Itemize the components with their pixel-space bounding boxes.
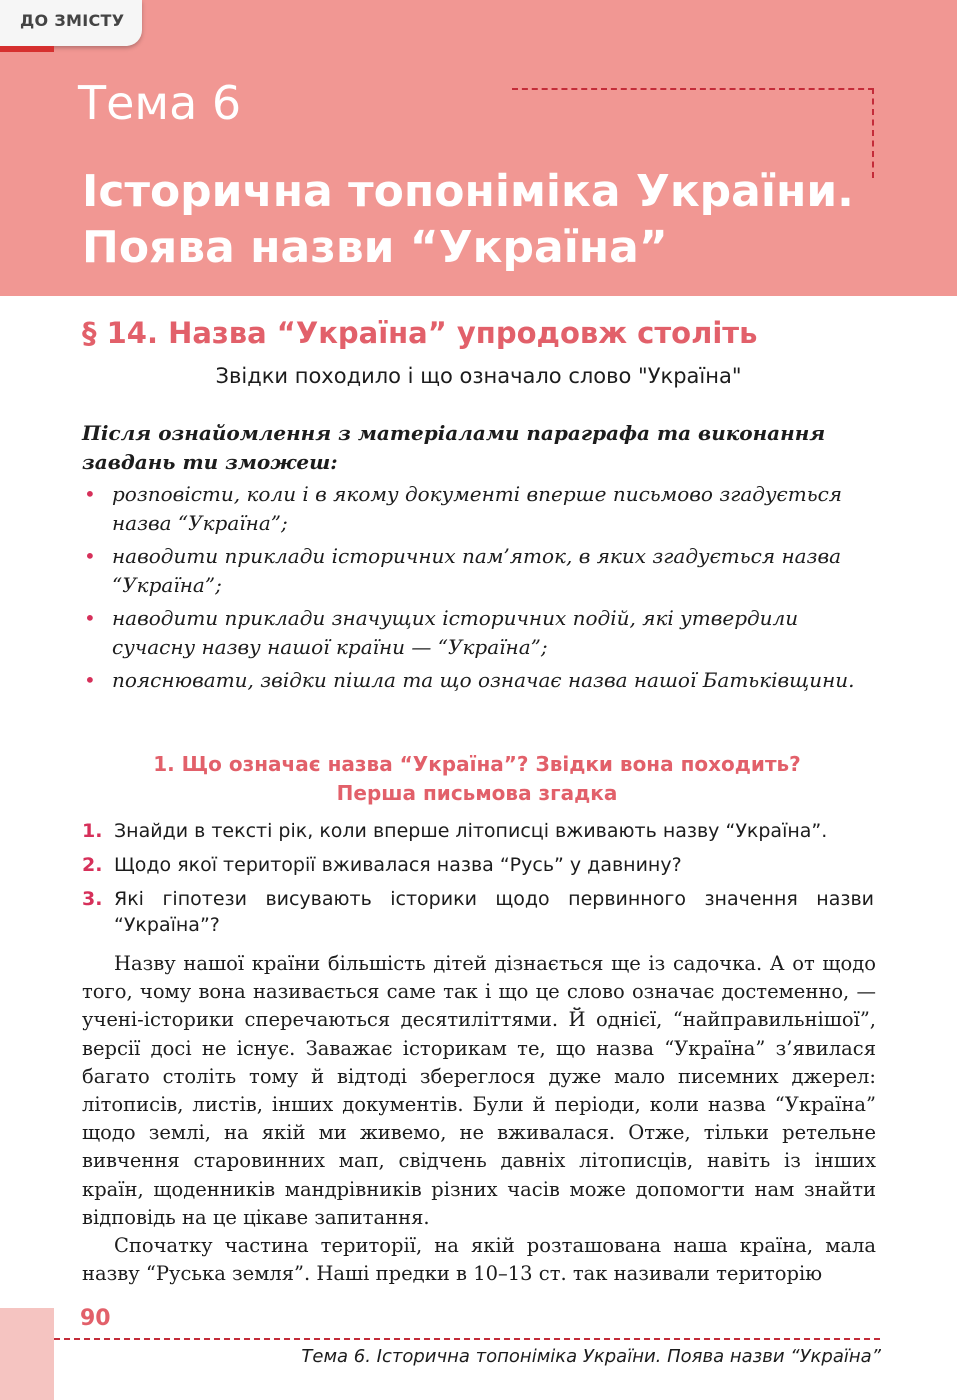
page-number: 90 — [80, 1306, 111, 1331]
topic-title — [82, 164, 942, 276]
learning-goal-item: • наводити приклади історичних пам’яток, в яких згадується назва “Україна”; — [84, 544, 842, 597]
question-text: Щодо якої території вживалася назва “Русь” у давнину? — [114, 854, 682, 876]
body-text — [82, 950, 876, 1288]
question-text: Які гіпотези висувають історики щодо первинного значення назви “Україна”? — [114, 888, 874, 936]
topic-title-line2: Поява назви “Україна” — [82, 222, 668, 273]
learning-goal-item: • наводити приклади значущих історичних подій, які утвердили сучасну назву нашої країни — “Україна”; — [84, 606, 799, 659]
topic-header — [0, 0, 957, 296]
section-heading — [82, 750, 872, 808]
bullet-icon: • — [84, 544, 96, 568]
body-paragraph-1: Назву нашої країни більшість дітей дізнається ще із садочка. А от щодо того, чому вона називається саме так і що це слово означає достеменно, — учені-історики сперечаються десятиліттями. Й однієї, “найправильнішої”, версії досі не існує. Заважає історикам те, що назва “Україна” з’явилася багато століть тому й відтоді збереглося дуже мало писемних джерел: літописів, листів, інших документів. Були й періоди, коли назва “Україна” щодо землі, на якій ми живемо, не вживалася. Отже, тільки ретельне вивчення старовинних мап, свідчень давніх літописців, навіть із інших країн, щоденників мандрівників різних часів може допомогти нам знайти відповідь на це цікаве запитання. — [82, 952, 876, 1229]
section-heading-line2: Перша письмова згадка — [336, 781, 618, 805]
table-of-contents-button[interactable] — [0, 0, 142, 46]
questions-list — [82, 818, 874, 946]
bullet-icon: • — [84, 482, 96, 506]
topic-title-line1: Історична топоніміка України. — [82, 166, 854, 217]
bullet-icon: • — [84, 668, 96, 692]
topic-label: Тема 6 — [78, 76, 242, 130]
table-of-contents-label: ДО ЗМІСТУ — [20, 11, 125, 30]
paragraph-subtitle: Звідки походило і що означало слово "Україна" — [215, 364, 742, 388]
question-item — [82, 852, 874, 878]
nav-accent-bar — [0, 46, 54, 52]
question-item — [82, 818, 874, 844]
question-number: 2. — [82, 854, 103, 876]
question-number: 1. — [82, 820, 103, 842]
running-title: Тема 6. Історична топоніміка України. Поява назви “Україна” — [301, 1346, 881, 1367]
paragraph-title: § 14. Назва “Україна” упродовж століть — [82, 316, 758, 350]
footer-divider — [54, 1338, 880, 1340]
learning-goal-item: • пояснювати, звідки пішла та що означає назва нашої Батьківщини. — [82, 666, 862, 695]
question-text: Знайди в тексті рік, коли вперше літописці вживають назву “Україна”. — [114, 820, 828, 842]
question-number: 3. — [82, 888, 103, 910]
learning-goal-item: • розповісти, коли і в якому документі вперше письмово згадується назва “Україна”; — [84, 482, 843, 535]
section-heading-line1: 1. Що означає назва “Україна”? Звідки вона походить? — [153, 752, 801, 776]
learning-goals-intro: Після ознайомлення з матеріалами параграфа та виконання завдань ти зможеш: — [82, 421, 826, 474]
bullet-icon: • — [84, 606, 96, 630]
learning-goals-list — [82, 480, 862, 699]
body-paragraph-2: Спочатку частина території, на якій розташована наша країна, мала назву “Руська земля”. Наші предки в 10–13 ст. так називали територію — [82, 1234, 876, 1286]
page-corner-tab — [0, 1308, 54, 1400]
question-item — [82, 886, 874, 938]
